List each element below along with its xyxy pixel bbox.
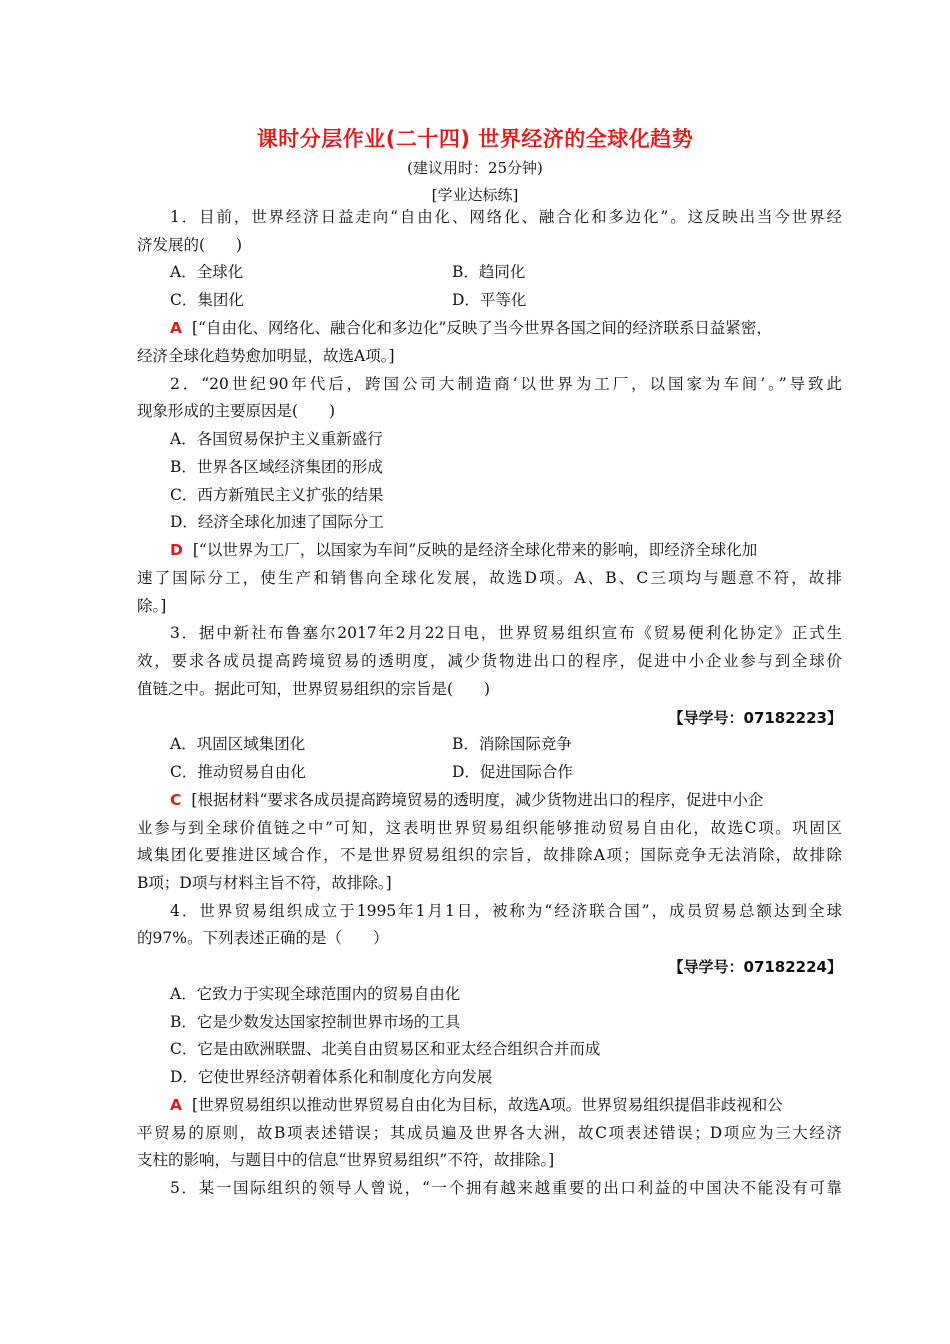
section-heading: [学业达标练]	[431, 186, 519, 204]
q2-explanation-line3: 除。]	[137, 597, 167, 615]
q3-explanation-line3: 域集团化要推进区域合作，不是世界贸易组织的宗旨，故排除A项；国际竞争无法消除，故排除	[137, 846, 842, 864]
q1-answer: A	[170, 319, 182, 337]
q3-explanation-line4: B项；D项与材料主旨不符，故排除。]	[137, 874, 392, 892]
q1-explanation-line2: 经济全球化趋势愈加明显，故选A项。]	[137, 347, 395, 365]
q2-explanation-line1	[170, 540, 842, 560]
q4-option-c: C．它是由欧洲联盟、北美自由贸易区和亚太经合组织合并而成	[170, 1040, 601, 1058]
q4-study-ref: 【导学号：07182224】	[668, 958, 842, 976]
q4-option-d: D．它使世界经济朝着体系化和制度化方向发展	[170, 1068, 493, 1086]
q2-explanation-line2: 速了国际分工，使生产和销售向全球化发展，故选D项。A、B、C三项均与题意不符，故排	[137, 569, 842, 587]
q5-stem-line1: 5．某一国际组织的领导人曾说，“一个拥有越来越重要的出口利益的中国决不能没有可靠	[170, 1179, 842, 1197]
q2-option-c: C．西方新殖民主义扩张的结果	[170, 486, 384, 504]
q4-option-b: B．它是少数发达国家控制世界市场的工具	[170, 1013, 461, 1031]
q4-stem-line2: 的97%。下列表述正确的是（ ）	[137, 929, 389, 947]
q3-option-b: B．消除国际竞争	[452, 735, 572, 753]
q3-stem-line3: 值链之中。据此可知，世界贸易组织的宗旨是( )	[137, 680, 491, 698]
q2-stem-line2: 现象形成的主要原因是( )	[137, 402, 336, 420]
q1-stem-line1: 1．目前，世界经济日益走向“自由化、网络化、融合化和多边化”。这反映出当今世界经	[170, 208, 842, 226]
q3-explanation-line2: 业参与到全球价值链之中”可知，这表明世界贸易组织能够推动贸易自由化，故选C项。巩固区	[137, 819, 842, 837]
q3-option-d: D．促进国际合作	[452, 763, 573, 781]
suggested-time: (建议用时：25分钟)	[407, 159, 543, 177]
q4-explanation-line3: 支柱的影响，与题目中的信息“世界贸易组织”不符，故排除。]	[137, 1151, 555, 1169]
q1-explanation-line1	[170, 318, 842, 338]
q1-option-b: B．趋同化	[452, 263, 526, 281]
q2-option-a: A．各国贸易保护主义重新盛行	[170, 430, 383, 448]
q3-option-a: A．巩固区域集团化	[170, 735, 306, 753]
q3-explanation-line1	[170, 790, 842, 810]
q2-answer: D	[170, 541, 183, 559]
q4-answer: A	[170, 1096, 182, 1114]
q4-explanation-line2: 平贸易的原则，故B项表述错误；其成员遍及世界各大洲，故C项表述错误；D项应为三大经济	[137, 1124, 842, 1142]
q1-option-d: D．平等化	[452, 291, 527, 309]
q4-stem-line1: 4．世界贸易组织成立于1995年1月1日，被称为“经济联合国”，成员贸易总额达到全球	[170, 902, 842, 920]
q4-explanation-text1: [世界贸易组织以推动世界贸易自由化为目标，故选A项。世界贸易组织提倡非歧视和公	[192, 1096, 783, 1114]
q3-explanation-text1: [根据材料“要求各成员提高跨境贸易的透明度，减少货物进出口的程序，促进中小企	[191, 791, 764, 809]
q1-option-c: C．集团化	[170, 291, 244, 309]
q3-study-ref: 【导学号：07182223】	[668, 709, 842, 727]
q1-explanation-text1: [“自由化、网络化、融合化和多边化”反映了当今世界各国之间的经济联系日益紧密，	[192, 319, 772, 337]
q4-explanation-line1	[170, 1095, 842, 1115]
q3-answer: C	[170, 791, 182, 809]
q3-stem-line2: 效，要求各成员提高跨境贸易的透明度，减少货物进出口的程序，促进中小企业参与到全球价	[137, 652, 842, 670]
q3-option-c: C．推动贸易自由化	[170, 763, 306, 781]
q2-option-b: B．世界各区域经济集团的形成	[170, 458, 383, 476]
q1-stem-line2: 济发展的( )	[137, 236, 243, 254]
page-title: 课时分层作业(二十四) 世界经济的全球化趋势	[256, 127, 694, 151]
q1-option-a: A．全球化	[170, 263, 244, 281]
q2-stem-line1: 2．“20世纪90年代后，跨国公司大制造商‘以世界为工厂，以国家为车间’。”导致此	[170, 375, 842, 393]
q2-option-d: D．经济全球化加速了国际分工	[170, 513, 384, 531]
q3-stem-line1: 3．据中新社布鲁塞尔2017年2月22日电，世界贸易组织宣布《贸易便利化协定》正式生	[170, 624, 842, 642]
q4-option-a: A．它致力于实现全球范围内的贸易自由化	[170, 985, 461, 1003]
q2-explanation-text1: [“以世界为工厂，以国家为车间”反映的是经济全球化带来的影响，即经济全球化加	[192, 541, 758, 559]
